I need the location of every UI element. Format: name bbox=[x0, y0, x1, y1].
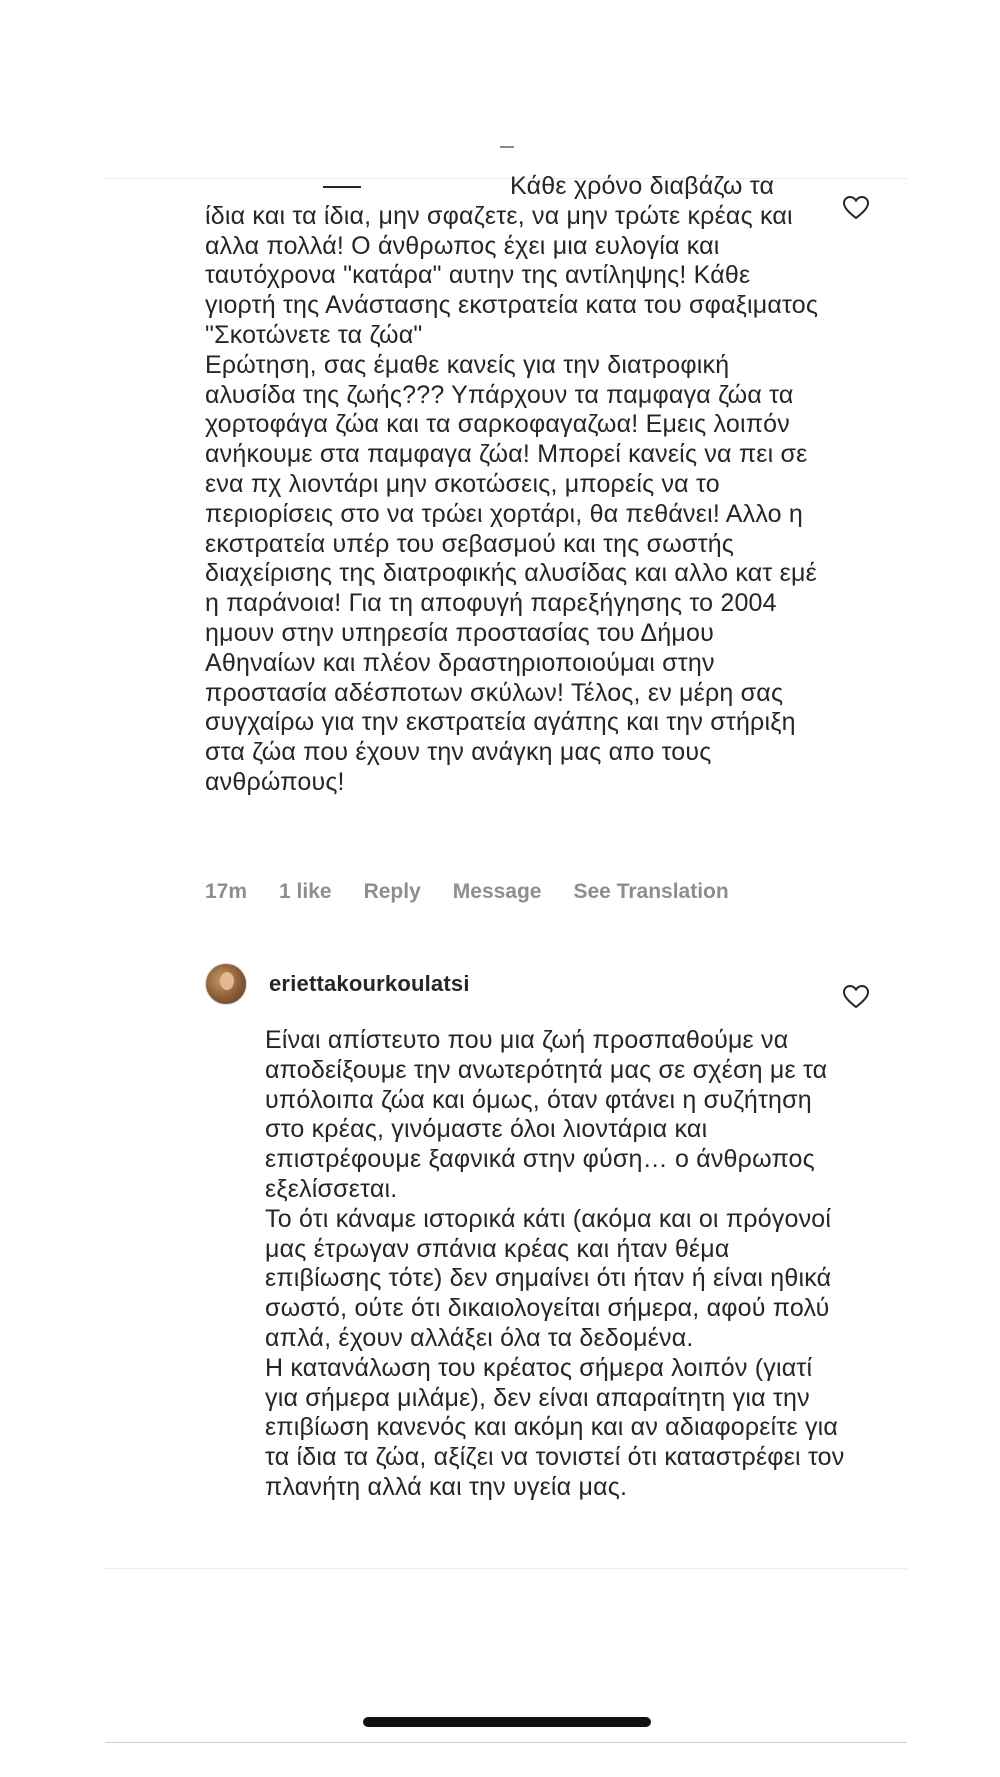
crop-artifact bbox=[500, 146, 514, 148]
comment-1-meta bbox=[205, 880, 761, 904]
see-translation-button[interactable]: See Translation bbox=[573, 880, 729, 903]
home-indicator[interactable] bbox=[363, 1717, 651, 1727]
screenshot-crop-edge bbox=[105, 1568, 907, 1569]
comment-1-body: ίδια και τα ίδια, μην σφαζετε, να μην τρώτε κρέας και αλλα πολλά! Ο άνθρωπος έχει μια ευλογία και ταυτόχρονα "κατάρα" αυτην της αντίληψης! Κάθε γιορτή της Ανάστασης εκστρατεία κατα του σφαξιματος "Σκοτώνετε τα ζώα" Ερώτηση, σας έμαθε κανείς για την διατροφική αλυσίδα της ζωής??? Υπάρχουν τα παμφαγα ζώα τα χορτοφάγα ζώα και τα σαρκοφαγαζωα! Εμεις λοιπόν ανήκουμε στα παμφαγα ζώα! Μπορεί κανείς να πει σε ενα πχ λιοντάρι μην σκοτώσεις, μπορείς να το περιορίσεις στο να τρώει χορτάρι, θα πεθάνει! Αλλο η εκστρατεία υπέρ του σεβασμού και της σωστής διαχείρισης της διατροφικής αλυσίδας και αλλο κατ εμέ η παράνοια! Για τη αποφυγή παρεξήγησης το 2004 ημουν στην υπηρεσία προστασίας του Δήμου Αθηναίων και πλέον δραστηριοποιούμαι στην προστασία αδέσποτων σκύλων! Τέλος, εν μέρη σας συγχαίρω για την εκστρατεία αγάπης και την στήριξη στα ζώα που έχουν την ανάγκη μας απο τους ανθρώπους! bbox=[205, 201, 819, 796]
avatar[interactable] bbox=[205, 963, 247, 1005]
heart-outline-icon-svg bbox=[843, 196, 869, 220]
comment-1-first-line: Κάθε χρόνο διαβάζω τα bbox=[510, 172, 775, 200]
heart-outline-icon-svg bbox=[843, 985, 869, 1009]
message-button[interactable]: Message bbox=[452, 880, 542, 903]
comment-2-author bbox=[205, 963, 470, 1005]
comment-1 bbox=[205, 172, 825, 798]
heart-outline-icon[interactable] bbox=[843, 196, 869, 220]
bottom-divider bbox=[105, 1742, 907, 1743]
like-count[interactable]: 1 like bbox=[279, 880, 332, 903]
comment-2-body: Είναι απίστευτο που μια ζωή προσπαθούμε να αποδείξουμε την ανωτερότητά μας σε σχέση με τα υπόλοιπα ζώα και όμως, όταν φτάνει η συζήτηση στο κρέας, γινόμαστε όλοι λιοντάρια και επιστρέφουμε ξαφνικά στην φύση… ο άνθρωπος εξελίσσεται. Το ότι κάναμε ιστορικά κάτι (ακόμα και οι πρόγονοί μας έτρωγαν σπάνια κρέας και ήταν θέμα επιβίωσης τότε) δεν σημαίνει ότι ήταν ή είναι ηθικά σωστό, ούτε ότι δικαιολογείται σήμερα, αφού πολύ απλά, έχουν αλλάξει όλα τα δεδομένα. Η κατανάλωση του κρέατος σήμερα λοιπόν (γιατί για σήμερα μιλάμε), δεν είναι απαραίτητη για την επιβίωση κανενός και ακόμη και αν αδιαφορείτε για τα ίδια τα ζώα, αξίζει να τονιστεί ότι καταστρέφει τον πλανήτη αλλά και την υγεία μας. bbox=[265, 1026, 845, 1501]
heart-outline-icon[interactable] bbox=[843, 985, 869, 1009]
reply-button[interactable]: Reply bbox=[363, 880, 421, 903]
username[interactable]: eriettakourkoulatsi bbox=[269, 971, 470, 996]
comment-time: 17m bbox=[205, 880, 248, 903]
